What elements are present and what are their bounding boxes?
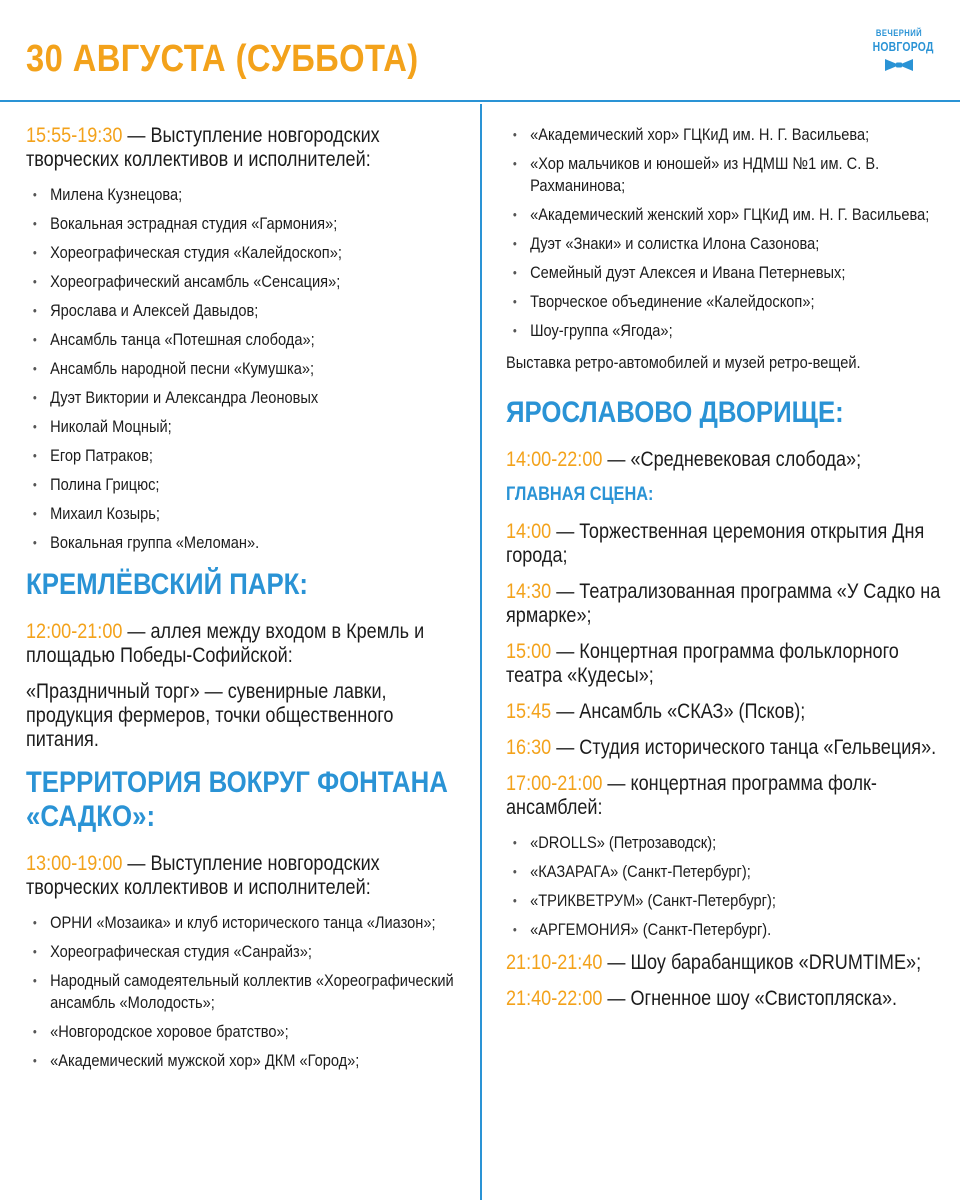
event-text: — Торжественная церемония открытия Дня города; — [506, 520, 925, 567]
list-item: • Дуэт «Знаки» и солистка Илона Сазонова; — [506, 233, 950, 255]
list-item: • «Академический мужской хор» ДКМ «Город»; — [26, 1050, 465, 1072]
list-item: • Семейный дуэт Алексея и Ивана Петерневых; — [506, 262, 950, 284]
list-item: • Николай Моцный; — [26, 416, 465, 438]
list-item: • Шоу-группа «Ягода»; — [506, 320, 950, 342]
event-paragraph — [506, 772, 950, 820]
fire-show-time: 21:40-22:00 — [506, 987, 603, 1010]
main-stage-heading: ГЛАВНАЯ СЦЕНА: — [506, 484, 654, 505]
list-item: • «DROLLS» (Петрозаводск); — [506, 832, 950, 854]
kremlin-time: 12:00-21:00 — [26, 620, 123, 643]
choir-list — [506, 124, 950, 342]
list-item: • Михаил Козырь; — [26, 503, 465, 525]
column-divider — [480, 104, 482, 1200]
list-item: • Полина Грицюс; — [26, 474, 465, 496]
event-time: 15:00 — [506, 640, 552, 663]
kremlin-paragraph — [26, 620, 465, 668]
list-item: • «Академический женский хор» ГЦКиД им. Н. Г. Васильева; — [506, 204, 950, 226]
fountain-paragraph — [26, 852, 465, 900]
list-item: • «КАЗАРАГА» (Санкт-Петербург); — [506, 861, 950, 883]
list-item: • Ярослава и Алексей Давыдов; — [26, 300, 465, 322]
event-text: — Театрализованная программа «У Садко на ярмарке»; — [506, 580, 941, 627]
fountain-text: — Выступление новгородских творческих коллективов и исполнителей: — [26, 852, 380, 899]
sloboda-text: — «Средневековая слобода»; — [602, 448, 862, 471]
drum-show-time: 21:10-21:40 — [506, 951, 603, 974]
event-time: 17:00-21:00 — [506, 772, 603, 795]
drum-show-paragraph — [506, 951, 950, 975]
logo-top-text: ВЕЧЕРНИЙ — [875, 28, 923, 38]
fire-show-text: — Огненное шоу «Свистопляска». — [602, 987, 898, 1010]
event-time: 14:30 — [506, 580, 552, 603]
event-text: — Студия исторического танца «Гельвеция». — [551, 736, 937, 759]
event-text: — концертная программа фолк-ансамблей: — [506, 772, 877, 819]
fountain-performers-list — [26, 912, 465, 1072]
list-item: • «АРГЕМОНИЯ» (Санкт-Петербург). — [506, 919, 950, 941]
kremlin-text: — аллея между входом в Кремль и площадью Победы-Софийской: — [26, 620, 425, 667]
fountain-time: 13:00-19:00 — [26, 852, 123, 875]
list-item: • Ансамбль народной песни «Кумушка»; — [26, 358, 465, 380]
list-item: • Хореографическая студия «Калейдоскоп»; — [26, 242, 465, 264]
event-time: 16:30 — [506, 736, 552, 759]
intro-paragraph — [26, 124, 465, 172]
list-item: • Хореографическая студия «Санрайз»; — [26, 941, 465, 963]
event-paragraph — [506, 520, 950, 568]
list-item: • Хореографический ансамбль «Сенсация»; — [26, 271, 465, 293]
list-item: • Егор Патраков; — [26, 445, 465, 467]
left-column — [26, 124, 466, 1082]
logo — [866, 28, 932, 73]
list-item: • «ТРИКВЕТРУМ» (Санкт-Петербург); — [506, 890, 950, 912]
retro-exhibition: Выставка ретро-автомобилей и музей ретро-вещей. — [506, 353, 861, 372]
section-yaroslav-court: ЯРОСЛАВОВО ДВОРИЩЕ: — [506, 396, 844, 429]
event-time: 14:00 — [506, 520, 552, 543]
page-title: 30 АВГУСТА (СУББОТА) — [26, 38, 419, 80]
event-time: 15:45 — [506, 700, 552, 723]
event-text: — Концертная программа фольклорного театра «Кудесы»; — [506, 640, 899, 687]
intro-text: — Выступление новгородских творческих коллективов и исполнителей: — [26, 124, 380, 171]
list-item: • Творческое объединение «Калейдоскоп»; — [506, 291, 950, 313]
list-item: • «Новгородское хоровое братство»; — [26, 1021, 465, 1043]
sloboda-paragraph — [506, 448, 950, 472]
kremlin-description: «Праздничный торг» — сувенирные лавки, продукция фермеров, точки общественного питания. — [26, 680, 394, 751]
sloboda-time: 14:00-22:00 — [506, 448, 603, 471]
event-text: — Ансамбль «СКАЗ» (Псков); — [551, 700, 806, 723]
list-item: • Вокальная группа «Меломан». — [26, 532, 465, 554]
list-item: • Дуэт Виктории и Александра Леоновых — [26, 387, 465, 409]
fire-show-paragraph — [506, 987, 950, 1011]
bow-tie-icon — [883, 57, 915, 73]
list-item: • Народный самодеятельный коллектив «Хореографический ансамбль «Молодость»; — [26, 970, 465, 1014]
list-item: • Милена Кузнецова; — [26, 184, 465, 206]
list-item: • ОРНИ «Мозаика» и клуб исторического танца «Лиазон»; — [26, 912, 465, 934]
intro-performers-list — [26, 184, 465, 554]
right-column — [506, 124, 951, 1023]
drum-show-text: — Шоу барабанщиков «DRUMTIME»; — [602, 951, 922, 974]
logo-main-text: НОВГОРОД — [872, 39, 934, 54]
list-item: • Ансамбль танца «Потешная слобода»; — [26, 329, 465, 351]
event-paragraph — [506, 640, 950, 688]
section-fountain: ТЕРРИТОРИЯ ВОКРУГ ФОНТАНА «САДКО»: — [26, 766, 448, 833]
list-item: • «Академический хор» ГЦКиД им. Н. Г. Васильева; — [506, 124, 950, 146]
list-item: • «Хор мальчиков и юношей» из НДМШ №1 им. С. В. Рахманинова; — [506, 153, 950, 197]
event-paragraph — [506, 580, 950, 628]
event-paragraph — [506, 736, 950, 760]
folk-ensembles-list — [506, 832, 950, 941]
page-header — [0, 0, 960, 102]
event-paragraph — [506, 700, 950, 724]
list-item: • Вокальная эстрадная студия «Гармония»; — [26, 213, 465, 235]
intro-time: 15:55-19:30 — [26, 124, 123, 147]
main-stage-events — [506, 520, 950, 820]
section-kremlin-park: КРЕМЛЁВСКИЙ ПАРК: — [26, 568, 309, 601]
